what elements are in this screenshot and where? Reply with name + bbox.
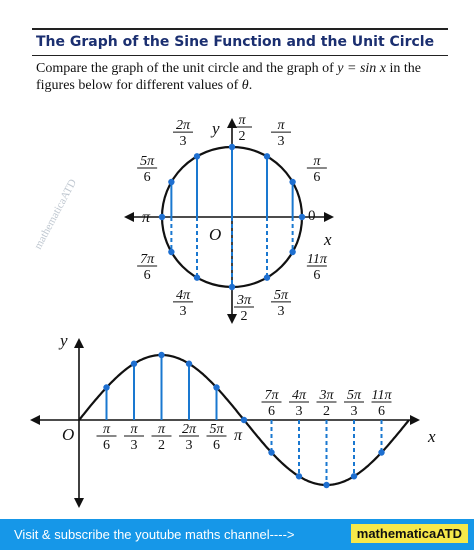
sine-lower-tick-6-denominator: 6 <box>268 404 275 419</box>
sine-upper-tick-3-numerator: π <box>157 422 166 437</box>
sine-upper-tick-1-denominator: 6 <box>103 438 110 453</box>
circle-angle-label-7-numerator: 4π <box>175 287 191 303</box>
circle-angle-label-4 <box>173 118 193 149</box>
circle-angle-label-2-numerator: π <box>277 118 285 134</box>
sine-lower-tick-8-numerator: 3π <box>319 388 334 403</box>
sine-upper-tick-5-denominator: 6 <box>213 438 220 453</box>
circle-point-6 <box>168 249 174 255</box>
circle-angle-label-8 <box>234 293 254 324</box>
circle-point-5 <box>168 179 174 185</box>
sine-upper-tick-4-denominator: 3 <box>185 438 193 453</box>
sine-lower-tick-6-numerator: 7π <box>264 388 279 403</box>
circle-angle-label-1-numerator: π <box>313 154 321 169</box>
page-title: The Graph of the Sine Function and the Unit Circle <box>36 34 435 50</box>
circle-angle-label-8-denominator: 2 <box>240 309 248 324</box>
intro-text-3: . <box>248 78 253 93</box>
sine-lower-tick-10-numerator: 11π <box>371 388 392 403</box>
sine-lower-tick-9 <box>344 388 364 419</box>
circle-point-pi <box>159 214 165 220</box>
footer-bar <box>0 519 474 550</box>
sine-x-label: x <box>428 427 436 446</box>
footer-text[interactable]: Visit & subscribe the youtube maths channel----> <box>14 527 295 542</box>
intro-text-1: Compare the graph of the unit circle and the graph of <box>36 61 338 76</box>
circle-angle-label-6-numerator: 7π <box>140 252 155 267</box>
circle-point-1 <box>289 179 295 185</box>
circle-point-7 <box>194 274 200 280</box>
circle-angle-label-1 <box>307 154 327 185</box>
circle-y-arrow-down <box>227 314 237 324</box>
sine-lower-tick-7-denominator: 3 <box>295 404 303 419</box>
sine-upper-tick-5-numerator: 5π <box>209 422 224 437</box>
sine-point-2 <box>131 361 137 367</box>
circle-angle-label-7 <box>173 288 193 319</box>
circle-x-arrow-right <box>324 212 334 222</box>
sine-upper-tick-4 <box>179 422 199 453</box>
unit-circle-figure <box>124 113 334 324</box>
circle-point-4 <box>194 153 200 159</box>
sine-lower-tick-9-denominator: 3 <box>350 404 358 419</box>
sine-point-9 <box>351 473 357 479</box>
sine-upper-tick-2-denominator: 3 <box>130 438 138 453</box>
circle-angle-label-6-denominator: 6 <box>143 268 151 283</box>
circle-angle-label-4-numerator: 2π <box>175 118 191 134</box>
circle-y-label: y <box>212 119 220 138</box>
sine-lower-tick-6 <box>262 388 282 419</box>
channel-brand[interactable]: mathematicaATD <box>351 524 468 543</box>
circle-pi-label: π <box>142 209 151 226</box>
sine-x-arrow-right <box>410 415 420 425</box>
circle-angle-label-1-denominator: 6 <box>313 170 321 185</box>
sine-y-arrow-down <box>74 498 84 508</box>
sine-lower-tick-7-numerator: 4π <box>291 388 307 403</box>
sine-point-pi <box>241 417 247 423</box>
sine-point-1 <box>103 384 109 390</box>
circle-point-3 <box>229 144 235 150</box>
circle-point-2 <box>264 153 270 159</box>
circle-zero-label: 0 <box>308 208 316 224</box>
circle-angle-label-7-denominator: 3 <box>179 303 187 319</box>
intro-theta: θ <box>241 78 249 93</box>
sine-lower-tick-10-denominator: 6 <box>378 404 385 419</box>
circle-angle-label-8-numerator: 3π <box>236 293 252 308</box>
sine-lower-tick-8-denominator: 2 <box>323 404 330 419</box>
circle-angle-label-5-numerator: 5π <box>140 154 155 169</box>
circle-angle-label-5 <box>137 154 157 185</box>
sine-point-7 <box>296 473 302 479</box>
sine-point-4 <box>186 361 192 367</box>
intro-equation: y = sin x <box>337 61 386 76</box>
sine-upper-tick-3 <box>152 422 172 453</box>
circle-angle-label-2 <box>271 118 291 149</box>
sine-point-10 <box>378 449 384 455</box>
sine-lower-tick-10 <box>372 388 393 419</box>
sine-upper-tick-4-numerator: 2π <box>181 422 197 437</box>
circle-angle-label-10 <box>307 252 328 283</box>
circle-x-label: x <box>324 230 332 249</box>
circle-point-8 <box>229 284 235 290</box>
circle-angle-label-3-numerator: π <box>238 113 246 128</box>
sine-point-5 <box>213 384 219 390</box>
sine-upper-tick-2-numerator: π <box>130 422 138 437</box>
sine-lower-tick-8 <box>317 388 337 419</box>
circle-angle-label-3 <box>232 113 252 144</box>
circle-angle-label-5-denominator: 6 <box>143 170 151 185</box>
sine-upper-tick-5 <box>207 422 227 453</box>
sine-point-3 <box>158 352 164 358</box>
sine-point-8 <box>323 482 329 488</box>
intro-text-2: in the figures below for different values of <box>36 61 421 93</box>
sine-x-arrow-left <box>30 415 40 425</box>
circle-angle-label-4-denominator: 3 <box>179 134 187 150</box>
watermark: mathematicaATD <box>32 177 80 252</box>
sine-point-6 <box>268 449 274 455</box>
circle-angle-label-9-numerator: 5π <box>273 287 289 303</box>
sine-upper-tick-1-numerator: π <box>102 422 111 437</box>
circle-angle-label-10-denominator: 6 <box>313 268 321 283</box>
sine-pi-label: π <box>234 427 243 444</box>
sine-origin-label: O <box>62 425 75 444</box>
circle-angle-label-10-numerator: 11π <box>306 252 327 267</box>
circle-point-zero <box>299 214 305 220</box>
circle-x-arrow-left <box>124 212 134 222</box>
circle-angle-label-3-denominator: 2 <box>238 129 246 144</box>
sine-y-label: y <box>60 331 68 350</box>
circle-angle-label-2-denominator: 3 <box>277 134 285 150</box>
sine-lower-tick-7 <box>289 388 309 419</box>
sine-upper-tick-3-denominator: 2 <box>158 438 165 453</box>
circle-angle-label-9-denominator: 3 <box>277 303 285 319</box>
sine-upper-tick-2 <box>124 422 144 453</box>
circle-point-9 <box>264 274 270 280</box>
circle-angle-label-6 <box>137 252 157 283</box>
sine-upper-tick-1 <box>97 422 117 453</box>
circle-point-10 <box>289 249 295 255</box>
sine-lower-tick-9-numerator: 5π <box>346 388 362 403</box>
circle-origin-label: O <box>209 225 222 244</box>
circle-angle-label-9 <box>271 288 291 319</box>
sine-y-arrow-up <box>74 338 84 348</box>
sine-graph-figure <box>30 331 436 508</box>
